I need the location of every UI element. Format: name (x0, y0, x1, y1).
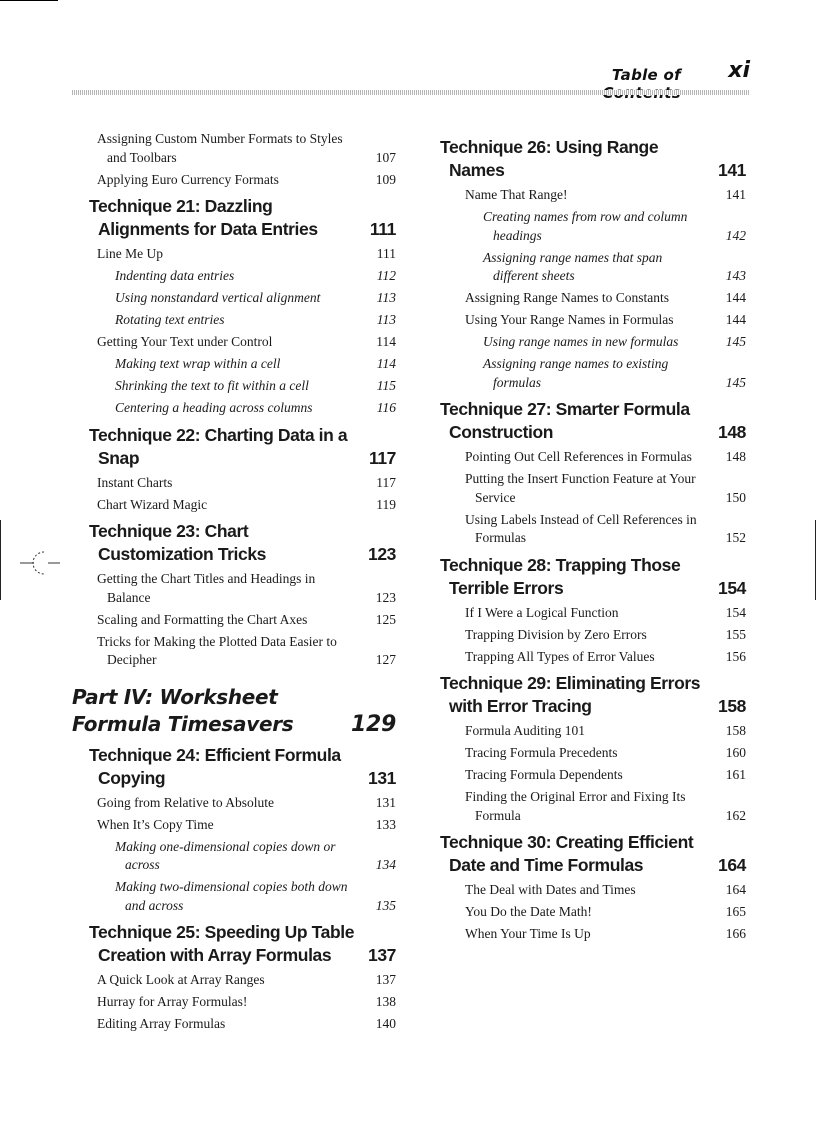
technique-heading-page: 137 (368, 945, 396, 965)
toc-subentry-title: Centering a heading across columns (115, 400, 313, 415)
toc-entry-page: 161 (725, 767, 746, 782)
technique-heading-title: Technique 25: Speeding Up Table Creation with Array Formulas (89, 922, 355, 965)
toc-entry (72, 971, 396, 990)
technique-heading-page: 158 (718, 696, 746, 716)
part-heading-page: 129 (350, 711, 396, 737)
toc-subentry-title: Using range names in new formulas (483, 334, 679, 349)
toc-entry-page: 131 (375, 794, 396, 810)
toc-entry-page: 156 (725, 648, 746, 664)
toc-entry-title: Line Me Up (97, 246, 163, 261)
toc-entry-page: 109 (375, 171, 396, 187)
part-heading (72, 684, 396, 738)
toc-subentry-page: 145 (725, 374, 746, 390)
toc-entry (440, 648, 746, 667)
technique-heading-page: 164 (718, 855, 746, 875)
toc-entry (440, 511, 746, 548)
toc-subentry-title: Making one-dimensional copies down or across (115, 838, 336, 872)
toc-entry (440, 925, 746, 944)
technique-heading-page: 141 (718, 160, 746, 180)
toc-entry-title: Formula Auditing 101 (465, 723, 586, 738)
toc-entry-page: 137 (375, 972, 396, 987)
toc-entry-page: 114 (376, 334, 396, 349)
toc-subentry (72, 399, 396, 418)
toc-entry-page: 148 (725, 449, 746, 464)
technique-heading-title: Technique 30: Creating Efficient Date and Time Formulas (440, 832, 694, 875)
part-heading-title: Part IV: Worksheet Formula Timesavers (72, 684, 294, 736)
technique-heading-page: 123 (368, 544, 396, 564)
toc-entry (72, 794, 396, 813)
toc-entry (72, 633, 396, 670)
toc-entry (72, 611, 396, 630)
toc-subentry-title: Rotating text entries (115, 312, 225, 327)
toc-subentry-page: 142 (725, 227, 746, 243)
technique-heading-title: Technique 22: Charting Data in a Snap (89, 424, 348, 468)
toc-entry-page: 138 (375, 994, 396, 1009)
technique-heading (72, 195, 396, 241)
toc-entry-title: Name That Range! (465, 187, 568, 202)
technique-heading (72, 921, 396, 967)
toc-entry-title: Assigning Range Names to Constants (465, 290, 669, 305)
toc-subentry-title: Assigning range names that span different sheets (483, 249, 663, 283)
toc-entry (72, 993, 396, 1012)
toc-subentry-page: 113 (376, 312, 396, 327)
toc-subentry-title: Assigning range names to existing formulas (483, 356, 669, 390)
toc-entry-page: 125 (375, 611, 396, 627)
technique-heading (440, 831, 746, 877)
toc-entry-title: Assigning Custom Number Formats to Styles and Toolbars (97, 131, 343, 165)
toc-entry-page: 133 (375, 816, 396, 832)
toc-subentry (72, 267, 396, 286)
toc-entry-title: Editing Array Formulas (97, 1016, 226, 1031)
technique-heading-page: 111 (369, 219, 396, 239)
toc-entry-title: Tricks for Making the Plotted Data Easier to Decipher (97, 633, 337, 667)
toc-entry-title: Applying Euro Currency Formats (97, 171, 279, 187)
technique-heading-page: 148 (718, 422, 746, 442)
toc-entry-page: 162 (725, 807, 746, 823)
toc-entry-page: 158 (725, 723, 746, 738)
running-header-title: Table of (611, 66, 681, 84)
toc-entry-title: Scaling and Formatting the Chart Axes (97, 611, 308, 627)
toc-entry-page: 165 (725, 904, 746, 919)
toc-right-column (440, 130, 746, 947)
toc-entry-page: 160 (725, 745, 746, 760)
toc-entry-title: Tracing Formula Dependents (465, 767, 623, 782)
toc-entry-title: Getting the Chart Titles and Headings in Balance (97, 571, 316, 605)
toc-subentry-page: 115 (376, 378, 396, 393)
toc-entry-title: When It’s Copy Time (97, 816, 214, 832)
toc-left-column (72, 130, 396, 1037)
crop-mark-top-left (0, 0, 58, 1)
toc-entry (440, 903, 746, 922)
toc-entry-page: 119 (376, 496, 396, 512)
technique-heading (440, 554, 746, 600)
toc-entry-title: Instant Charts (97, 474, 173, 490)
toc-entry-title: Putting the Insert Function Feature at Your Service (465, 471, 696, 505)
toc-entry-title: A Quick Look at Array Ranges (97, 972, 265, 987)
toc-entry (72, 816, 396, 835)
toc-subentry-page: 135 (375, 897, 396, 913)
header-rule (72, 90, 750, 95)
page-number: xi (728, 58, 750, 83)
toc-subentry (440, 208, 746, 245)
toc-entry (72, 570, 396, 607)
toc-subentry-title: Shrinking the text to fit within a cell (115, 378, 309, 393)
toc-entry-page: 111 (376, 246, 396, 261)
toc-entry-page: 155 (725, 626, 746, 642)
technique-heading (72, 424, 396, 470)
toc-subentry (72, 355, 396, 374)
toc-entry-title: Tracing Formula Precedents (465, 745, 618, 760)
toc-subentry-title: Creating names from row and column headings (483, 209, 688, 243)
toc-subentry-page: 145 (725, 334, 746, 349)
toc-subentry-page: 112 (376, 268, 396, 283)
toc-entry (440, 604, 746, 623)
toc-subentry-page: 113 (376, 290, 396, 305)
toc-entry-title: Chart Wizard Magic (97, 496, 208, 512)
technique-heading-title: Technique 27: Smarter Formula Construction (440, 399, 690, 442)
toc-subentry-page: 114 (376, 356, 396, 371)
toc-subentry-page: 134 (375, 857, 396, 872)
left-edge-mark (0, 520, 1, 600)
toc-entry-title: Getting Your Text under Control (97, 334, 273, 349)
toc-entry (440, 788, 746, 825)
toc-entry (440, 744, 746, 763)
toc-entry-title: Using Labels Instead of Cell References in Formulas (465, 511, 697, 545)
toc-entry-page: 127 (375, 652, 396, 667)
toc-entry (440, 470, 746, 507)
toc-subentry-title: Indenting data entries (115, 268, 235, 283)
toc-entry-title: Finding the Original Error and Fixing Its Formula (465, 789, 686, 823)
toc-entry (440, 626, 746, 645)
toc-entry-page: 107 (375, 149, 396, 165)
technique-heading (72, 520, 396, 566)
technique-heading-title: Technique 26: Using Range Names (440, 137, 659, 180)
toc-subentry (72, 311, 396, 330)
toc-entry (72, 333, 396, 352)
technique-heading-title: Technique 24: Efficient Formula Copying (89, 744, 341, 788)
toc-subentry-title: Making two-dimensional copies both down and across (115, 879, 348, 913)
toc-entry-title: Pointing Out Cell References in Formulas (465, 449, 692, 464)
toc-entry-title: Hurray for Array Formulas! (97, 994, 248, 1009)
toc-entry (440, 448, 746, 467)
toc-subentry (72, 377, 396, 396)
toc-entry (440, 311, 746, 330)
toc-subentry-title: Making text wrap within a cell (115, 356, 281, 371)
toc-entry-page: 123 (375, 589, 396, 605)
toc-entry-title: You Do the Date Math! (465, 904, 592, 919)
technique-heading (72, 744, 396, 790)
technique-heading-page: 117 (368, 447, 396, 468)
toc-entry-title: Trapping Division by Zero Errors (465, 626, 647, 642)
toc-subentry (72, 878, 396, 915)
toc-entry (72, 1015, 396, 1034)
toc-entry-page: 140 (375, 1016, 396, 1031)
toc-entry-page: 117 (376, 474, 396, 490)
toc-entry-page: 144 (725, 312, 746, 327)
toc-entry (72, 474, 396, 493)
toc-entry (72, 245, 396, 264)
toc-entry-title: If I Were a Logical Function (465, 604, 619, 620)
toc-subentry (440, 249, 746, 286)
toc-entry (72, 171, 396, 190)
toc-entry-page: 144 (725, 290, 746, 305)
toc-entry (440, 722, 746, 741)
registration-mark-icon (20, 548, 62, 578)
technique-heading (440, 398, 746, 444)
toc-entry (72, 496, 396, 515)
technique-heading-title: Technique 28: Trapping Those Terrible Errors (440, 554, 681, 598)
toc-entry-page: 166 (725, 926, 746, 941)
toc-entry-page: 141 (725, 187, 746, 202)
toc-subentry (440, 355, 746, 392)
toc-entry (72, 130, 396, 167)
toc-entry-page: 154 (725, 604, 746, 620)
toc-subentry (72, 289, 396, 308)
toc-subentry-title: Using nonstandard vertical alignment (115, 290, 321, 305)
technique-heading-page: 154 (718, 577, 746, 598)
toc-entry-title: Going from Relative to Absolute (97, 794, 274, 810)
technique-heading (440, 672, 746, 718)
technique-heading-title: Technique 29: Eliminating Errors with Error Tracing (440, 673, 701, 716)
toc-entry (440, 881, 746, 900)
toc-entry (440, 186, 746, 205)
toc-entry-title: When Your Time Is Up (465, 926, 591, 941)
toc-entry-page: 152 (725, 530, 746, 545)
toc-entry-page: 164 (725, 882, 746, 897)
technique-heading (440, 136, 746, 182)
toc-entry-title: Using Your Range Names in Formulas (465, 312, 674, 327)
toc-entry-page: 150 (725, 489, 746, 505)
toc-subentry (72, 838, 396, 875)
technique-heading-title: Technique 21: Dazzling Alignments for Data Entries (89, 196, 318, 239)
technique-heading-title: Technique 23: Chart Customization Tricks (89, 521, 267, 564)
technique-heading-page: 131 (368, 767, 396, 788)
toc-subentry-page: 143 (725, 268, 746, 283)
toc-entry-title: The Deal with Dates and Times (465, 882, 636, 897)
toc-entry-title: Trapping All Types of Error Values (465, 648, 655, 664)
toc-subentry-page: 116 (376, 400, 396, 415)
toc-subentry (440, 333, 746, 352)
toc-entry (440, 289, 746, 308)
toc-entry (440, 766, 746, 785)
